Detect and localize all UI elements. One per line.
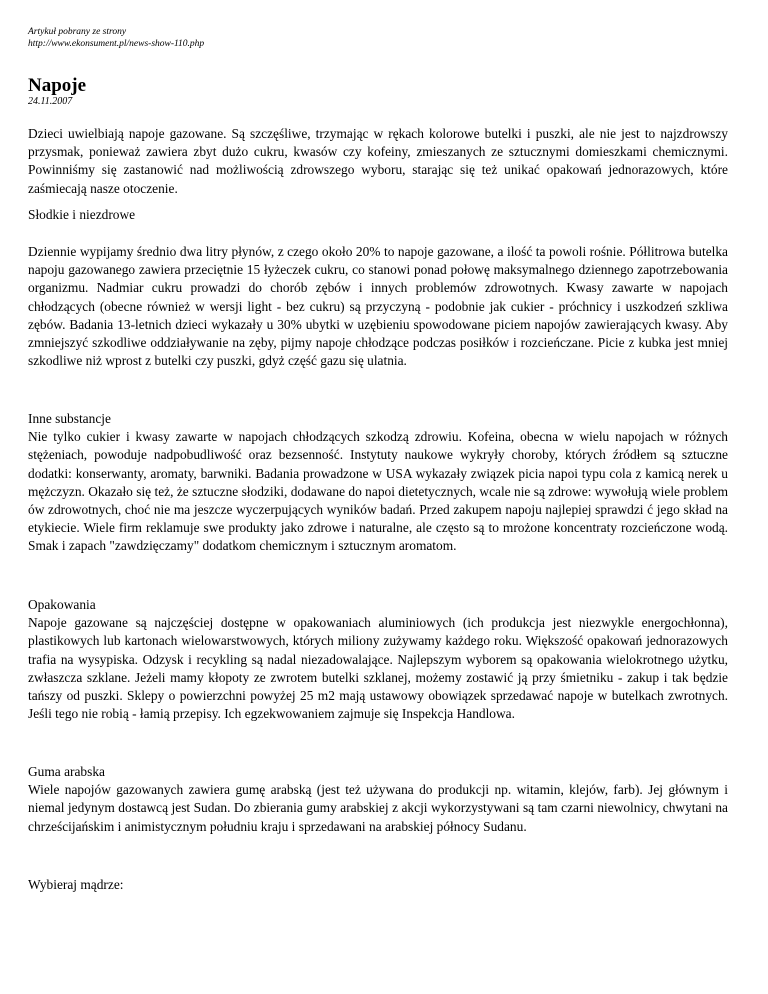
section-inne-substancje xyxy=(28,410,728,556)
source-url: http://www.ekonsument.pl/news-show-110.php xyxy=(28,39,205,49)
source-label: Artykuł pobrany ze strony xyxy=(28,27,127,37)
section-heading-opakowania: Opakowania xyxy=(28,597,96,612)
section-body-opakowania: Napoje gazowane są najczęściej dostępne w opakowaniach aluminiowych (ich produkcja jest niezwykle energochłonna), plastikowych lub kartonach wielowarstwowych, których miliony zużywamy każdego roku. Większość opakowań jednorazowych trafia na wysypiska. Odzysk i recykling są nadal niezadowalające. Najlepszym wyborem są opakowania wielokrotnego użytku, zwłaszcza szklane. Jeżeli mamy kłopoty ze zwrotem butelki szklanej, możemy zostawić ją przy śmietniku - zakup i tak będzie tańszy od puszki. Sklepy o powierzchni powyżej 25 m2 mają ustawowy obowiązek sprzedawać napoje w butelkach zwrotnych. Jeśli tego nie robią - łamią przepisy. Ich egzekwowaniem zajmuje się Inspekcja Handlowa. xyxy=(28,615,728,722)
section-guma-arabska xyxy=(28,763,728,836)
article-title: Napoje xyxy=(28,75,87,96)
article-date: 24.11.2007 xyxy=(28,96,73,107)
source-header xyxy=(28,26,204,50)
article-intro: Dzieci uwielbiają napoje gazowane. Są szczęśliwe, trzymając w rękach kolorowe butelki i puszki, ale nie jest to najzdrowszy przysmak, ponieważ zawiera zbyt dużo cukru, kwasów czy kofeiny, zmieszanych ze sztucznymi domieszkami chemicznymi. Powinniśmy się zastanowić nad możliwością zdrowszego wyboru, starając się też unikać opakowań jednorazowych, które zaśmiecają nasze otoczenie. xyxy=(28,126,728,196)
section-body-slodkie: Dziennie wypijamy średnio dwa litry płynów, z czego około 20% to napoje gazowane, a ilość ta powoli rośnie. Półlitrowa butelka napoju gazowanego zawiera przeciętnie 15 łyżeczek cukru, co stanowi ponad połowę maksymalnego dziennego zapotrzebowania organizmu. Nadmiar cukru prowadzi do chorób zębów i innych problemów zdrowotnych. Kwasy zawarte w napojach chłodzących (obecne również w wersji light - bez cukru) są przyczyną - podobnie jak cukier - próchnicy i uszkodzeń szkliwa zębów. Badania 13-letnich dzieci wykazały u 30% ubytki w uzębieniu spowodowane piciem napojów zawierających kwasy. Aby zmniejszyć szkodliwe oddziaływanie na zęby, pijmy napoje chłodzące podczas posiłków i rozcieńczane. Picie z kubka jest mniej szkodliwe niż wprost z butelki czy puszki, gdyż część gazu się ulatnia. xyxy=(28,244,728,369)
section-heading-inne: Inne substancje xyxy=(28,411,111,426)
closing-line: Wybieraj mądrze: xyxy=(28,877,124,892)
section-heading-slodkie: Słodkie i niezdrowe xyxy=(28,207,136,222)
section-body-inne: Nie tylko cukier i kwasy zawarte w napojach chłodzących szkodzą zdrowiu. Kofeina, obecna w wielu napojach w różnych stężeniach, powoduje nadpobudliwość oraz bezsenność. Instytuty naukowe wykryły choroby, których źródłem są sztuczne dodatki: konserwanty, aromaty, barwniki. Badania prowadzone w USA wykazały związek picia napoi typu cola z kamicą nerek u mężczyzn. Okazało się też, że sztuczne słodziki, dodawane do napoi dietetycznych, wcale nie są zdrowe: wywołują wiele problem ów zdrowotnych, choć nie ma jeszcze wyczerpujących wyników badań. Przed zakupem napoju najlepiej sprawdzi ć jego skład na etykiecie. Wiele firm reklamuje swe produkty jako zdrowe i naturalne, ale często są to mrożone koncentraty rozcieńczone wodą. Smak i zapach "zawdzięczamy" dodatkom chemicznym i sztucznym aromatom. xyxy=(28,429,728,554)
section-opakowania xyxy=(28,596,728,723)
section-heading-guma: Guma arabska xyxy=(28,764,105,779)
section-body-guma: Wiele napojów gazowanych zawiera gumę arabską (jest też używana do produkcji np. witamin, klejów, farb). Jej głównym i niemal jedynym dostawcą jest Sudan. Do zbierania gumy arabskiej z akcji wykorzystywani są tam czarni niewolnicy, chwytani na chrześcijańskim i animistycznym południu kraju i sprzedawani na arabskiej północy Sudanu. xyxy=(28,782,728,834)
